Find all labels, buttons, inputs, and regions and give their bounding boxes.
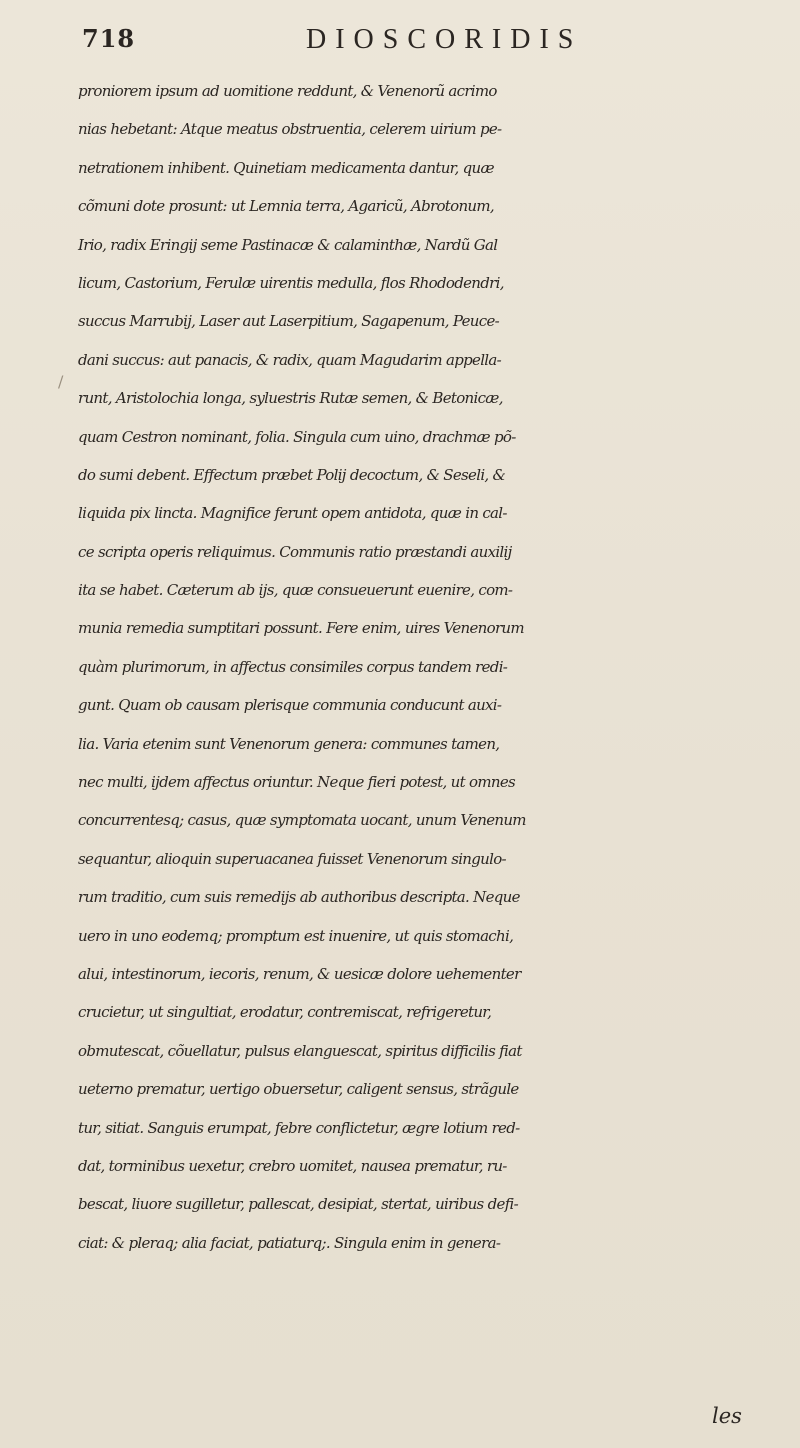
body-text bbox=[78, 72, 768, 1262]
text-line: Irio, radix Eringij seme Pastinacæ & calaminthæ, Nardũ Gal bbox=[78, 235, 498, 254]
page-number: 718 bbox=[82, 24, 136, 53]
text-line: ce scripta operis reliquimus. Communis ratio præstandi auxilij bbox=[78, 542, 512, 561]
text-line: quam Cestron nominant, folia. Singula cum uino, drachmæ põ- bbox=[78, 427, 516, 446]
text-line: munia remedia sumptitari possunt. Fere enim, uires Venenorum bbox=[78, 619, 524, 638]
text-line: crucietur, ut singultiat, erodatur, contremiscat, refrigeretur, bbox=[78, 1003, 492, 1022]
text-line: quàm plurimorum, in affectus consimiles corpus tandem redi- bbox=[78, 657, 508, 676]
text-line: proniorem ipsum ad uomitione reddunt, & Venenorũ acrimo bbox=[78, 82, 497, 100]
text-line: obmutescat, cõuellatur, pulsus elanguescat, spiritus difficilis fiat bbox=[78, 1041, 522, 1060]
text-line: uero in uno eodemq; promptum est inuenire, ut quis stomachi, bbox=[78, 926, 514, 945]
margin-mark: / bbox=[58, 372, 64, 391]
text-line: cõmuni dote prosunt: ut Lemnia terra, Agaricũ, Abrotonum, bbox=[78, 197, 494, 216]
text-line: concurrentesq; casus, quæ symptomata uocant, unum Venenum bbox=[78, 811, 526, 830]
text-line: dani succus: aut panacis, & radix, quam Magudarim appella- bbox=[78, 350, 502, 369]
text-line: netrationem inhibent. Quinetiam medicamenta dantur, quæ bbox=[78, 158, 494, 177]
text-line: succus Marrubij, Laser aut Laserpitium, Sagapenum, Peuce- bbox=[78, 312, 500, 331]
text-line: ita se habet. Cæterum ab ijs, quæ consueuerunt euenire, com- bbox=[78, 581, 513, 600]
text-line: dat, torminibus uexetur, crebro uomitet, nausea prematur, ru- bbox=[78, 1156, 507, 1175]
text-line: ueterno prematur, uertigo obuersetur, caligent sensus, strãgule bbox=[78, 1080, 519, 1099]
text-line: lia. Varia etenim sunt Venenorum genera: communes tamen, bbox=[78, 734, 500, 753]
text-line: liquida pix lincta. Magnifice ferunt opem antidota, quæ in cal- bbox=[78, 504, 507, 523]
running-title: DIOSCORIDIS bbox=[306, 24, 583, 55]
text-line: tur, sitiat. Sanguis erumpat, febre conflictetur, ægre lotium red- bbox=[78, 1118, 520, 1137]
text-line: rum traditio, cum suis remedijs ab authoribus descripta. Neque bbox=[78, 888, 520, 907]
text-line: gunt. Quam ob causam plerisque communia conducunt auxi- bbox=[78, 696, 502, 715]
text-line: nias hebetant: Atque meatus obstruentia, celerem uirium pe- bbox=[78, 120, 502, 139]
text-line: nec multi, ijdem affectus oriuntur. Neque fieri potest, ut omnes bbox=[78, 773, 516, 792]
text-line: do sumi debent. Effectum præbet Polij decoctum, & Seseli, & bbox=[78, 465, 506, 484]
text-line: runt, Aristolochia longa, syluestris Rutæ semen, & Betonicæ, bbox=[78, 389, 503, 408]
catchword: les bbox=[712, 1404, 742, 1428]
text-line: bescat, liuore sugilletur, pallescat, desipiat, stertat, uiribus defi- bbox=[78, 1195, 519, 1214]
page-header bbox=[82, 22, 722, 62]
text-line: sequantur, alioquin superuacanea fuisset Venenorum singulo- bbox=[78, 849, 506, 868]
text-line: ciat: & pleraq; alia faciat, patiaturq;. Singula enim in genera- bbox=[78, 1233, 501, 1252]
text-line: alui, intestinorum, iecoris, renum, & uesicæ dolore uehementer bbox=[78, 964, 521, 983]
text-line: licum, Castorium, Ferulæ uirentis medulla, flos Rhododendri, bbox=[78, 273, 504, 292]
